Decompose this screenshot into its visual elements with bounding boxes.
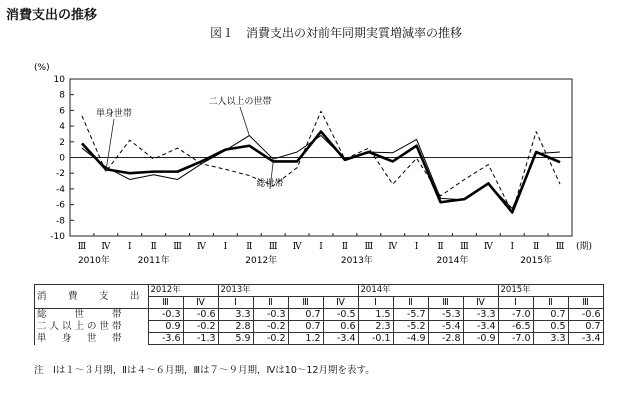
footnote: 注 Ⅰは１～３月期，Ⅱは４～６月期，Ⅲは７～９月期，Ⅳは10～12月期を表す。 — [34, 365, 375, 376]
table-cell: -3.4 — [568, 333, 603, 345]
table-cell: 0.7 — [288, 309, 323, 321]
table-cell: -3.6 — [148, 333, 183, 345]
y-tick-label: -2 — [56, 169, 65, 180]
table-cell: -3.4 — [323, 333, 358, 345]
table-cell: -0.6 — [568, 309, 603, 321]
annotation-leader — [106, 119, 114, 172]
year-label: 2012年 — [245, 256, 278, 266]
x-tick-label: Ⅳ — [196, 242, 206, 252]
x-tick-label: Ⅰ — [510, 242, 515, 252]
y-tick-label: 4 — [59, 122, 65, 133]
table-cell: 3.3 — [218, 309, 253, 321]
table-quarter-header: Ⅳ — [323, 297, 358, 309]
x-tick-label: Ⅱ — [437, 242, 444, 252]
table-quarter-header: Ⅳ — [183, 297, 218, 309]
table-cell: -0.9 — [463, 333, 498, 345]
x-tick-label: Ⅳ — [483, 242, 493, 252]
year-label: 2010年 — [77, 256, 110, 266]
y-tick-label: -10 — [50, 232, 65, 242]
table-cell: -3.3 — [463, 309, 498, 321]
table-quarter-header: Ⅰ — [218, 297, 253, 309]
table-cell: 2.3 — [358, 321, 393, 333]
table-cell: -0.3 — [253, 309, 288, 321]
data-table — [34, 284, 604, 345]
x-tick-label: Ⅲ — [460, 242, 469, 252]
table-cell: -0.2 — [253, 333, 288, 345]
table-cell: 1.2 — [288, 333, 323, 345]
table-cell: 0.7 — [533, 309, 568, 321]
year-label: 2014年 — [436, 256, 469, 266]
table-row-label: 総 世 帯 — [35, 309, 149, 321]
x-tick-label: Ⅳ — [388, 242, 398, 252]
x-tick-label: Ⅱ — [533, 242, 540, 252]
table-quarter-header: Ⅲ — [148, 297, 183, 309]
table-row-label: 単 身 世 帯 — [35, 333, 149, 345]
table-year-header: 2014年 — [358, 285, 498, 297]
y-axis-unit: (%) — [34, 63, 50, 73]
table-year-header: 2015年 — [498, 285, 603, 297]
x-tick-label: Ⅰ — [127, 242, 132, 252]
table-quarter-header: Ⅰ — [358, 297, 393, 309]
y-tick-label: 8 — [59, 90, 65, 101]
table-cell: -1.3 — [183, 333, 218, 345]
annotation-label: 総世帯 — [256, 179, 284, 189]
table-cell: -5.2 — [393, 321, 428, 333]
table-quarter-header: Ⅳ — [463, 297, 498, 309]
x-tick-label: Ⅰ — [414, 242, 419, 252]
table-row — [35, 333, 604, 345]
x-tick-label: Ⅲ — [173, 242, 182, 252]
page-heading: 消費支出の推移 — [6, 8, 98, 23]
year-label: 2013年 — [340, 256, 373, 266]
table-quarter-header: Ⅲ — [568, 297, 603, 309]
table-cell: -0.5 — [323, 309, 358, 321]
x-tick-label: Ⅰ — [223, 242, 228, 252]
x-tick-label: Ⅱ — [341, 242, 348, 252]
annotation-label: 単身世帯 — [95, 109, 133, 119]
table-row — [35, 321, 604, 333]
table-year-header: 2012年 — [148, 285, 218, 297]
table-cell: 0.5 — [533, 321, 568, 333]
x-tick-label: Ⅲ — [268, 242, 278, 252]
table-cell: -4.9 — [393, 333, 428, 345]
table-quarter-header: Ⅱ — [393, 297, 428, 309]
table-cell: -5.7 — [393, 309, 428, 321]
table-row-label: 二人以上の世帯 — [35, 321, 149, 333]
y-tick-label: -4 — [56, 184, 65, 195]
table-cell: -0.3 — [148, 309, 183, 321]
table-cell: -5.4 — [428, 321, 463, 333]
table-year-header: 2013年 — [218, 285, 358, 297]
table-cell: 0.7 — [288, 321, 323, 333]
table-cell: 0.6 — [323, 321, 358, 333]
y-tick-label: -8 — [56, 216, 65, 227]
x-tick-label: Ⅲ — [555, 242, 565, 252]
table-cell: -0.6 — [183, 309, 218, 321]
year-label: 2011年 — [137, 256, 170, 266]
table-cell: 2.8 — [218, 321, 253, 333]
table-cell: 1.5 — [358, 309, 393, 321]
table-row — [35, 309, 604, 321]
table-cell: -0.2 — [183, 321, 218, 333]
x-tick-label: Ⅳ — [101, 242, 111, 252]
x-tick-label: Ⅲ — [77, 242, 87, 252]
table-quarter-header: Ⅱ — [253, 297, 288, 309]
table-cell: -5.3 — [428, 309, 463, 321]
x-tick-label: Ⅰ — [319, 242, 323, 252]
y-tick-label: -6 — [56, 200, 65, 211]
table-cell: 5.9 — [218, 333, 253, 345]
table-quarter-header: Ⅲ — [428, 297, 463, 309]
y-tick-label: 10 — [53, 75, 65, 85]
y-tick-label: 2 — [59, 137, 65, 148]
chart-title: 図１ 消費支出の対前年同期実質増減率の推移 — [210, 26, 463, 40]
table-cell: -2.8 — [428, 333, 463, 345]
annotation-label: 二人以上の世帯 — [208, 97, 272, 107]
y-tick-label: 6 — [59, 106, 65, 117]
x-tick-label: Ⅳ — [292, 242, 302, 252]
table-cell: -7.0 — [498, 309, 533, 321]
year-label: 2015年 — [520, 256, 553, 266]
table-cell: -7.0 — [498, 333, 533, 345]
table-cell: 0.9 — [148, 321, 183, 333]
annotation-leader — [240, 107, 249, 136]
series-line-thick — [82, 132, 560, 213]
x-axis-unit: (期) — [576, 242, 593, 252]
y-tick-label: 0 — [59, 153, 65, 164]
table-header-row — [35, 285, 604, 297]
table-cell: 0.7 — [568, 321, 603, 333]
table-quarter-header: Ⅲ — [288, 297, 323, 309]
x-tick-label: Ⅱ — [150, 242, 157, 252]
table-header-label: 消 費 支 出 — [35, 285, 149, 309]
table-quarter-header: Ⅰ — [498, 297, 533, 309]
table-cell: -3.4 — [463, 321, 498, 333]
table-quarter-header: Ⅱ — [533, 297, 568, 309]
x-tick-label: Ⅱ — [246, 242, 253, 252]
x-tick-label: Ⅲ — [364, 242, 374, 252]
table-cell: -6.5 — [498, 321, 533, 333]
table-cell: -0.1 — [358, 333, 393, 345]
table-cell: -0.2 — [253, 321, 288, 333]
series-line-dashed — [82, 111, 560, 212]
table-cell: 3.3 — [533, 333, 568, 345]
